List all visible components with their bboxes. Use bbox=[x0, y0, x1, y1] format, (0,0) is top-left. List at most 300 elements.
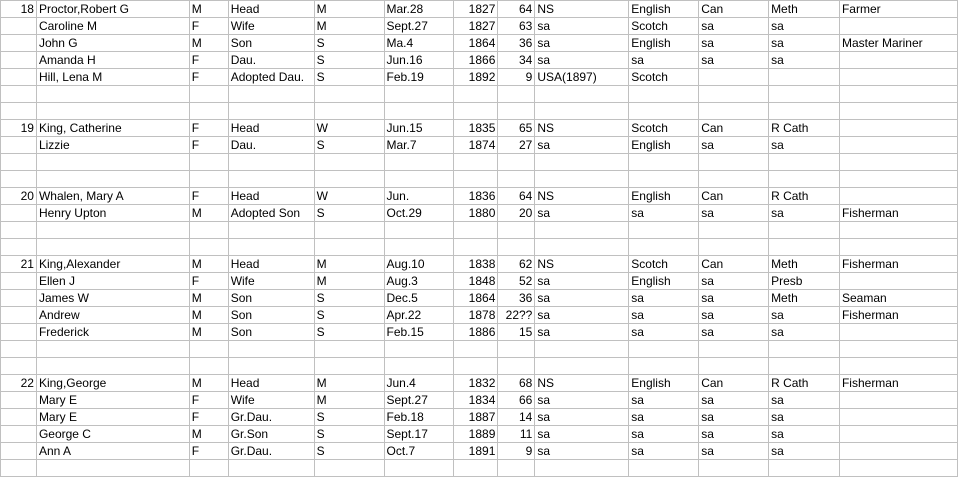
table-cell[interactable]: sa bbox=[535, 273, 629, 290]
table-cell[interactable] bbox=[839, 154, 957, 171]
table-cell[interactable] bbox=[1, 409, 37, 426]
table-cell[interactable]: 65 bbox=[498, 120, 535, 137]
table-cell[interactable] bbox=[189, 86, 228, 103]
table-cell[interactable]: Oct.29 bbox=[384, 205, 454, 222]
table-cell[interactable]: Aug.3 bbox=[384, 273, 454, 290]
table-cell[interactable]: 1834 bbox=[454, 392, 498, 409]
table-cell[interactable] bbox=[1, 443, 37, 460]
table-cell[interactable]: 1889 bbox=[454, 426, 498, 443]
table-cell[interactable] bbox=[1, 426, 37, 443]
table-cell[interactable]: S bbox=[314, 307, 384, 324]
table-cell[interactable] bbox=[839, 324, 957, 341]
table-cell[interactable]: M bbox=[189, 324, 228, 341]
table-cell[interactable] bbox=[454, 154, 498, 171]
table-cell[interactable]: 19 bbox=[1, 120, 37, 137]
table-cell[interactable]: Seaman bbox=[839, 290, 957, 307]
table-cell[interactable] bbox=[839, 188, 957, 205]
table-cell[interactable]: Aug.10 bbox=[384, 256, 454, 273]
table-cell[interactable]: Head bbox=[228, 1, 314, 18]
table-cell[interactable] bbox=[699, 460, 769, 477]
table-cell[interactable]: 27 bbox=[498, 137, 535, 154]
table-cell[interactable]: Mar.28 bbox=[384, 1, 454, 18]
table-cell[interactable]: 11 bbox=[498, 426, 535, 443]
table-cell[interactable] bbox=[839, 460, 957, 477]
table-cell[interactable]: S bbox=[314, 324, 384, 341]
table-cell[interactable] bbox=[535, 154, 629, 171]
table-cell[interactable]: Master Mariner bbox=[839, 35, 957, 52]
table-cell[interactable]: sa bbox=[629, 307, 699, 324]
table-cell[interactable]: 1835 bbox=[454, 120, 498, 137]
table-cell[interactable]: Can bbox=[699, 120, 769, 137]
table-cell[interactable]: sa bbox=[699, 324, 769, 341]
table-cell[interactable] bbox=[699, 171, 769, 188]
table-cell[interactable]: sa bbox=[535, 392, 629, 409]
table-cell[interactable]: sa bbox=[769, 307, 840, 324]
table-cell[interactable] bbox=[839, 69, 957, 86]
table-cell[interactable]: Frederick bbox=[36, 324, 189, 341]
table-cell[interactable]: sa bbox=[769, 18, 840, 35]
table-cell[interactable] bbox=[314, 86, 384, 103]
table-cell[interactable]: R Cath bbox=[769, 188, 840, 205]
table-cell[interactable]: M bbox=[314, 256, 384, 273]
table-cell[interactable] bbox=[699, 69, 769, 86]
table-cell[interactable]: Scotch bbox=[629, 69, 699, 86]
table-cell[interactable] bbox=[1, 205, 37, 222]
table-cell[interactable] bbox=[629, 86, 699, 103]
table-cell[interactable] bbox=[384, 103, 454, 120]
table-cell[interactable] bbox=[454, 239, 498, 256]
table-cell[interactable] bbox=[498, 103, 535, 120]
table-cell[interactable]: Meth bbox=[769, 1, 840, 18]
table-cell[interactable] bbox=[535, 341, 629, 358]
table-cell[interactable] bbox=[839, 443, 957, 460]
table-cell[interactable]: sa bbox=[535, 35, 629, 52]
table-cell[interactable]: 21 bbox=[1, 256, 37, 273]
table-cell[interactable]: 1832 bbox=[454, 375, 498, 392]
table-cell[interactable] bbox=[228, 103, 314, 120]
table-cell[interactable] bbox=[228, 86, 314, 103]
table-cell[interactable]: M bbox=[189, 35, 228, 52]
table-cell[interactable]: Wife bbox=[228, 273, 314, 290]
table-cell[interactable] bbox=[189, 239, 228, 256]
table-cell[interactable]: S bbox=[314, 52, 384, 69]
table-cell[interactable] bbox=[314, 222, 384, 239]
table-cell[interactable]: M bbox=[189, 307, 228, 324]
table-cell[interactable]: W bbox=[314, 120, 384, 137]
table-cell[interactable]: Adopted Dau. bbox=[228, 69, 314, 86]
table-cell[interactable] bbox=[454, 358, 498, 375]
table-cell[interactable] bbox=[36, 460, 189, 477]
table-cell[interactable]: Can bbox=[699, 256, 769, 273]
table-cell[interactable] bbox=[629, 358, 699, 375]
table-cell[interactable]: M bbox=[314, 18, 384, 35]
table-cell[interactable] bbox=[384, 171, 454, 188]
table-cell[interactable]: M bbox=[314, 1, 384, 18]
table-cell[interactable]: F bbox=[189, 137, 228, 154]
table-cell[interactable]: 15 bbox=[498, 324, 535, 341]
table-cell[interactable]: Mary E bbox=[36, 392, 189, 409]
table-cell[interactable]: Jun. bbox=[384, 188, 454, 205]
table-cell[interactable]: NS bbox=[535, 1, 629, 18]
table-cell[interactable]: Head bbox=[228, 256, 314, 273]
table-cell[interactable]: F bbox=[189, 18, 228, 35]
table-cell[interactable] bbox=[839, 273, 957, 290]
table-cell[interactable] bbox=[384, 341, 454, 358]
table-cell[interactable] bbox=[535, 86, 629, 103]
table-cell[interactable]: Oct.7 bbox=[384, 443, 454, 460]
table-cell[interactable]: Scotch bbox=[629, 18, 699, 35]
table-cell[interactable] bbox=[699, 239, 769, 256]
table-cell[interactable] bbox=[228, 341, 314, 358]
table-cell[interactable]: 36 bbox=[498, 290, 535, 307]
table-cell[interactable]: Son bbox=[228, 307, 314, 324]
table-cell[interactable] bbox=[699, 86, 769, 103]
table-cell[interactable] bbox=[189, 103, 228, 120]
table-cell[interactable] bbox=[1, 171, 37, 188]
table-cell[interactable] bbox=[189, 341, 228, 358]
table-cell[interactable]: S bbox=[314, 426, 384, 443]
table-cell[interactable]: Mary E bbox=[36, 409, 189, 426]
table-cell[interactable] bbox=[699, 103, 769, 120]
table-cell[interactable]: sa bbox=[629, 443, 699, 460]
table-cell[interactable]: 1880 bbox=[454, 205, 498, 222]
table-cell[interactable]: English bbox=[629, 137, 699, 154]
table-cell[interactable] bbox=[314, 341, 384, 358]
table-cell[interactable] bbox=[769, 460, 840, 477]
table-cell[interactable] bbox=[36, 154, 189, 171]
table-cell[interactable]: Henry Upton bbox=[36, 205, 189, 222]
table-cell[interactable] bbox=[629, 103, 699, 120]
table-cell[interactable]: 1864 bbox=[454, 35, 498, 52]
table-cell[interactable] bbox=[1, 137, 37, 154]
table-cell[interactable]: Andrew bbox=[36, 307, 189, 324]
table-cell[interactable]: Jun.15 bbox=[384, 120, 454, 137]
table-cell[interactable] bbox=[629, 154, 699, 171]
table-cell[interactable] bbox=[36, 103, 189, 120]
table-cell[interactable]: F bbox=[189, 52, 228, 69]
table-cell[interactable] bbox=[1, 290, 37, 307]
table-cell[interactable]: 1892 bbox=[454, 69, 498, 86]
table-cell[interactable]: USA(1897) bbox=[535, 69, 629, 86]
table-cell[interactable] bbox=[839, 392, 957, 409]
table-cell[interactable]: Gr.Dau. bbox=[228, 409, 314, 426]
table-cell[interactable]: F bbox=[189, 443, 228, 460]
table-cell[interactable] bbox=[769, 154, 840, 171]
table-cell[interactable]: 20 bbox=[498, 205, 535, 222]
table-cell[interactable]: 14 bbox=[498, 409, 535, 426]
table-cell[interactable]: 34 bbox=[498, 52, 535, 69]
table-cell[interactable]: George C bbox=[36, 426, 189, 443]
table-cell[interactable] bbox=[1, 239, 37, 256]
table-cell[interactable] bbox=[535, 222, 629, 239]
table-cell[interactable] bbox=[839, 52, 957, 69]
table-cell[interactable]: 1874 bbox=[454, 137, 498, 154]
table-cell[interactable] bbox=[36, 222, 189, 239]
table-cell[interactable]: sa bbox=[535, 324, 629, 341]
table-cell[interactable] bbox=[629, 171, 699, 188]
table-cell[interactable] bbox=[769, 358, 840, 375]
table-cell[interactable] bbox=[769, 341, 840, 358]
table-cell[interactable]: M bbox=[189, 375, 228, 392]
table-cell[interactable]: F bbox=[189, 69, 228, 86]
table-cell[interactable]: Farmer bbox=[839, 1, 957, 18]
table-cell[interactable] bbox=[699, 358, 769, 375]
table-cell[interactable] bbox=[228, 171, 314, 188]
table-cell[interactable]: sa bbox=[699, 426, 769, 443]
table-cell[interactable] bbox=[384, 154, 454, 171]
table-cell[interactable] bbox=[384, 460, 454, 477]
table-cell[interactable]: sa bbox=[699, 205, 769, 222]
table-cell[interactable]: 1827 bbox=[454, 18, 498, 35]
table-cell[interactable]: M bbox=[314, 392, 384, 409]
table-cell[interactable] bbox=[189, 460, 228, 477]
table-cell[interactable]: sa bbox=[769, 52, 840, 69]
table-cell[interactable]: Wife bbox=[228, 18, 314, 35]
table-cell[interactable] bbox=[535, 358, 629, 375]
table-cell[interactable] bbox=[535, 460, 629, 477]
table-cell[interactable]: sa bbox=[699, 137, 769, 154]
table-cell[interactable]: Ellen J bbox=[36, 273, 189, 290]
table-cell[interactable] bbox=[384, 222, 454, 239]
table-cell[interactable]: R Cath bbox=[769, 120, 840, 137]
table-cell[interactable]: sa bbox=[699, 35, 769, 52]
table-cell[interactable]: sa bbox=[629, 205, 699, 222]
table-cell[interactable]: Feb.15 bbox=[384, 324, 454, 341]
table-cell[interactable]: S bbox=[314, 69, 384, 86]
table-cell[interactable]: Dau. bbox=[228, 137, 314, 154]
table-cell[interactable]: sa bbox=[535, 307, 629, 324]
table-cell[interactable]: sa bbox=[629, 409, 699, 426]
table-cell[interactable] bbox=[498, 171, 535, 188]
table-cell[interactable]: sa bbox=[699, 18, 769, 35]
table-cell[interactable] bbox=[314, 103, 384, 120]
table-cell[interactable]: 1891 bbox=[454, 443, 498, 460]
table-cell[interactable]: S bbox=[314, 137, 384, 154]
table-cell[interactable]: Head bbox=[228, 120, 314, 137]
table-cell[interactable] bbox=[839, 86, 957, 103]
table-cell[interactable]: 9 bbox=[498, 443, 535, 460]
table-cell[interactable]: 66 bbox=[498, 392, 535, 409]
table-cell[interactable] bbox=[839, 18, 957, 35]
table-cell[interactable] bbox=[839, 222, 957, 239]
table-cell[interactable]: NS bbox=[535, 120, 629, 137]
table-cell[interactable]: M bbox=[189, 290, 228, 307]
table-cell[interactable] bbox=[629, 341, 699, 358]
table-cell[interactable]: Sept.17 bbox=[384, 426, 454, 443]
table-cell[interactable] bbox=[36, 86, 189, 103]
table-cell[interactable]: Gr.Dau. bbox=[228, 443, 314, 460]
table-cell[interactable] bbox=[189, 154, 228, 171]
table-cell[interactable]: sa bbox=[535, 443, 629, 460]
table-cell[interactable]: sa bbox=[535, 426, 629, 443]
table-cell[interactable]: 1864 bbox=[454, 290, 498, 307]
table-cell[interactable]: 1827 bbox=[454, 1, 498, 18]
table-cell[interactable]: S bbox=[314, 409, 384, 426]
table-cell[interactable]: Dau. bbox=[228, 52, 314, 69]
table-cell[interactable] bbox=[36, 171, 189, 188]
table-cell[interactable]: 22?? bbox=[498, 307, 535, 324]
table-cell[interactable] bbox=[454, 171, 498, 188]
table-cell[interactable]: Scotch bbox=[629, 256, 699, 273]
table-cell[interactable]: Fisherman bbox=[839, 205, 957, 222]
table-cell[interactable]: M bbox=[189, 256, 228, 273]
table-cell[interactable] bbox=[189, 171, 228, 188]
table-cell[interactable]: English bbox=[629, 375, 699, 392]
table-cell[interactable] bbox=[498, 86, 535, 103]
table-cell[interactable]: English bbox=[629, 35, 699, 52]
table-cell[interactable] bbox=[314, 239, 384, 256]
table-cell[interactable] bbox=[498, 222, 535, 239]
table-cell[interactable] bbox=[314, 171, 384, 188]
table-cell[interactable]: M bbox=[189, 1, 228, 18]
table-cell[interactable] bbox=[36, 239, 189, 256]
table-cell[interactable] bbox=[498, 460, 535, 477]
table-cell[interactable]: sa bbox=[769, 205, 840, 222]
table-cell[interactable] bbox=[839, 426, 957, 443]
table-cell[interactable]: 9 bbox=[498, 69, 535, 86]
table-cell[interactable] bbox=[1, 52, 37, 69]
table-cell[interactable] bbox=[839, 103, 957, 120]
table-cell[interactable] bbox=[769, 171, 840, 188]
table-cell[interactable] bbox=[699, 341, 769, 358]
table-cell[interactable]: King, Catherine bbox=[36, 120, 189, 137]
table-cell[interactable] bbox=[454, 341, 498, 358]
table-cell[interactable]: Hill, Lena M bbox=[36, 69, 189, 86]
table-cell[interactable]: sa bbox=[629, 426, 699, 443]
table-cell[interactable] bbox=[629, 239, 699, 256]
table-cell[interactable]: sa bbox=[629, 290, 699, 307]
table-cell[interactable] bbox=[498, 358, 535, 375]
table-cell[interactable] bbox=[314, 460, 384, 477]
table-cell[interactable]: sa bbox=[769, 137, 840, 154]
table-cell[interactable] bbox=[454, 222, 498, 239]
table-cell[interactable]: sa bbox=[535, 205, 629, 222]
table-cell[interactable]: sa bbox=[629, 324, 699, 341]
table-cell[interactable]: Mar.7 bbox=[384, 137, 454, 154]
table-cell[interactable] bbox=[629, 460, 699, 477]
table-cell[interactable] bbox=[228, 358, 314, 375]
table-cell[interactable]: 36 bbox=[498, 35, 535, 52]
table-cell[interactable]: Dec.5 bbox=[384, 290, 454, 307]
table-cell[interactable]: sa bbox=[535, 52, 629, 69]
table-cell[interactable]: sa bbox=[699, 273, 769, 290]
table-cell[interactable]: sa bbox=[769, 409, 840, 426]
table-cell[interactable]: sa bbox=[699, 290, 769, 307]
table-cell[interactable]: M bbox=[189, 426, 228, 443]
table-cell[interactable] bbox=[1, 460, 37, 477]
table-cell[interactable] bbox=[498, 239, 535, 256]
table-cell[interactable] bbox=[839, 341, 957, 358]
table-cell[interactable]: sa bbox=[699, 392, 769, 409]
table-cell[interactable]: 1866 bbox=[454, 52, 498, 69]
table-cell[interactable] bbox=[699, 154, 769, 171]
table-cell[interactable]: sa bbox=[535, 18, 629, 35]
table-cell[interactable] bbox=[839, 120, 957, 137]
table-cell[interactable] bbox=[1, 35, 37, 52]
table-cell[interactable] bbox=[1, 273, 37, 290]
table-cell[interactable]: Can bbox=[699, 188, 769, 205]
table-cell[interactable] bbox=[314, 154, 384, 171]
table-cell[interactable]: sa bbox=[699, 307, 769, 324]
table-cell[interactable] bbox=[535, 103, 629, 120]
table-cell[interactable]: Feb.19 bbox=[384, 69, 454, 86]
table-cell[interactable]: Meth bbox=[769, 290, 840, 307]
table-cell[interactable]: W bbox=[314, 188, 384, 205]
table-cell[interactable]: Head bbox=[228, 188, 314, 205]
table-cell[interactable]: M bbox=[314, 375, 384, 392]
table-cell[interactable]: S bbox=[314, 290, 384, 307]
table-cell[interactable]: Adopted Son bbox=[228, 205, 314, 222]
table-cell[interactable]: Can bbox=[699, 375, 769, 392]
table-cell[interactable]: Feb.18 bbox=[384, 409, 454, 426]
table-cell[interactable]: sa bbox=[769, 426, 840, 443]
table-cell[interactable] bbox=[769, 222, 840, 239]
table-cell[interactable] bbox=[699, 222, 769, 239]
table-cell[interactable]: 68 bbox=[498, 375, 535, 392]
table-cell[interactable] bbox=[1, 392, 37, 409]
table-cell[interactable] bbox=[498, 341, 535, 358]
table-cell[interactable] bbox=[1, 222, 37, 239]
table-cell[interactable]: 62 bbox=[498, 256, 535, 273]
table-cell[interactable] bbox=[1, 154, 37, 171]
table-cell[interactable]: Head bbox=[228, 375, 314, 392]
table-cell[interactable]: sa bbox=[629, 392, 699, 409]
table-cell[interactable] bbox=[839, 137, 957, 154]
table-cell[interactable] bbox=[454, 103, 498, 120]
table-cell[interactable]: 1878 bbox=[454, 307, 498, 324]
table-cell[interactable] bbox=[839, 358, 957, 375]
table-cell[interactable]: Ma.4 bbox=[384, 35, 454, 52]
table-cell[interactable]: King,Alexander bbox=[36, 256, 189, 273]
table-cell[interactable]: R Cath bbox=[769, 375, 840, 392]
table-cell[interactable]: NS bbox=[535, 188, 629, 205]
table-cell[interactable] bbox=[36, 341, 189, 358]
table-cell[interactable]: NS bbox=[535, 256, 629, 273]
table-cell[interactable]: English bbox=[629, 188, 699, 205]
table-cell[interactable]: James W bbox=[36, 290, 189, 307]
table-cell[interactable] bbox=[535, 171, 629, 188]
table-cell[interactable]: 18 bbox=[1, 1, 37, 18]
table-cell[interactable] bbox=[629, 222, 699, 239]
table-cell[interactable] bbox=[1, 324, 37, 341]
table-cell[interactable]: Ann A bbox=[36, 443, 189, 460]
table-cell[interactable]: sa bbox=[699, 443, 769, 460]
table-cell[interactable]: Scotch bbox=[629, 120, 699, 137]
table-cell[interactable]: 1886 bbox=[454, 324, 498, 341]
table-cell[interactable] bbox=[314, 358, 384, 375]
table-cell[interactable] bbox=[769, 86, 840, 103]
table-cell[interactable]: 1848 bbox=[454, 273, 498, 290]
table-cell[interactable]: sa bbox=[769, 324, 840, 341]
table-cell[interactable]: Can bbox=[699, 1, 769, 18]
table-cell[interactable]: Son bbox=[228, 290, 314, 307]
table-cell[interactable]: sa bbox=[699, 409, 769, 426]
table-cell[interactable]: 64 bbox=[498, 188, 535, 205]
table-cell[interactable]: F bbox=[189, 409, 228, 426]
table-cell[interactable]: Fisherman bbox=[839, 375, 957, 392]
table-cell[interactable]: John G bbox=[36, 35, 189, 52]
table-cell[interactable] bbox=[189, 222, 228, 239]
table-cell[interactable]: sa bbox=[535, 290, 629, 307]
table-cell[interactable]: 1836 bbox=[454, 188, 498, 205]
table-cell[interactable]: Meth bbox=[769, 256, 840, 273]
table-cell[interactable]: 64 bbox=[498, 1, 535, 18]
table-cell[interactable]: sa bbox=[699, 52, 769, 69]
table-cell[interactable]: 22 bbox=[1, 375, 37, 392]
table-cell[interactable]: Apr.22 bbox=[384, 307, 454, 324]
table-cell[interactable]: M bbox=[189, 205, 228, 222]
table-cell[interactable]: Gr.Son bbox=[228, 426, 314, 443]
